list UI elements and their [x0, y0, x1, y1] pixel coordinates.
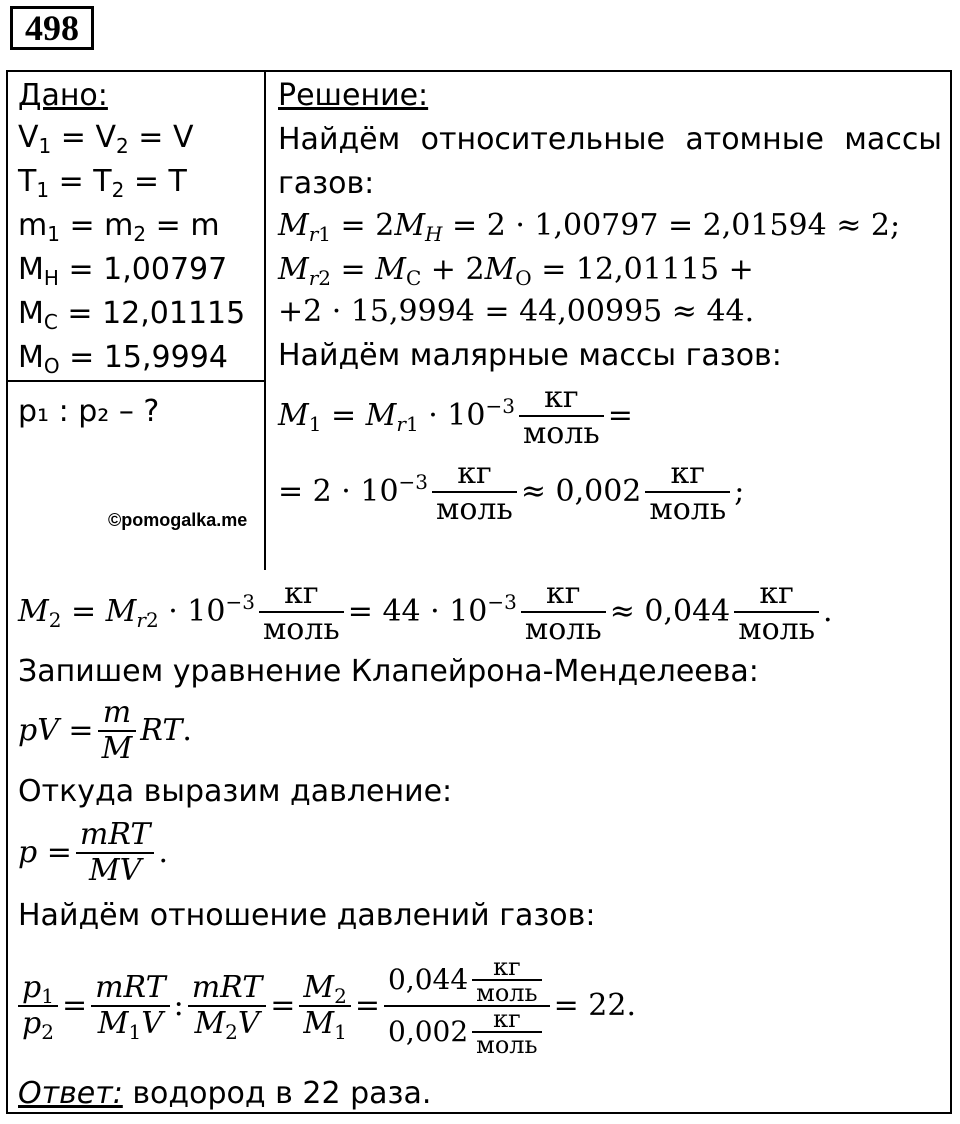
watermark: ©pomogalka.me: [108, 510, 248, 530]
divider-vertical: [264, 70, 266, 570]
find-text: p₁ : p₂ – ?: [18, 394, 160, 429]
formula-m1-b: = $2 \cdot 10^{-3}$ кг моль ≈ 0,002 кг моль ;: [278, 456, 745, 527]
formula-mr2-a: $M_{r2} = M_C + 2M_O = 12,01115$ +: [278, 252, 754, 290]
formula-clapeyron: pV = $\frac{m}{M}$ RT.: [18, 695, 192, 766]
answer-line: [18, 1074, 431, 1114]
given-line: $M_C = 12,01115$: [18, 296, 246, 334]
divider-horizontal: [6, 380, 266, 382]
answer-text: водород в 22 раза.: [122, 1076, 432, 1111]
text-pressure: Откуда выразим давление:: [18, 774, 453, 809]
given-line: $M_H = 1,00797$: [18, 252, 228, 290]
intro-molar-masses: Найдём малярные массы газов:: [278, 338, 782, 373]
given-line: $M_O = 15,9994$: [18, 340, 228, 378]
formula-m2: $M_2 = M_{r2} \cdot 10^{-3}$ кг моль = $44 \cdot 10^{-3}$ кг моль ≈ 0,044 кг моль .: [18, 576, 833, 647]
text-clapeyron: Запишем уравнение Клапейрона-Менделеева:: [18, 654, 759, 689]
formula-mr1: $M_{r1} = 2M_H = 2 \cdot 1,00797 = 2,01594 \approx 2$;: [278, 208, 901, 246]
text-ratio: Найдём отношение давлений газов:: [18, 898, 596, 933]
answer-label: Ответ:: [18, 1076, 123, 1111]
formula-m1-a: $M_1 = M_{r1} \cdot 10^{-3}$ кг моль =: [278, 380, 633, 451]
problem-number: 498: [10, 6, 94, 50]
given-header: Дано:: [18, 78, 108, 113]
given-line: $T_1 = T_2 = T$: [18, 164, 187, 202]
given-line: $m_1 = m_2 = m$: [18, 208, 220, 246]
formula-pressure: p = mRT MV .: [18, 817, 168, 888]
intro-relative-masses: Найдём относительные атомные массы газов:: [278, 122, 942, 201]
solution-header: Решение:: [278, 78, 429, 113]
given-line: $V_1 = V_2 = V$: [18, 120, 194, 158]
formula-ratio: $\frac{p_1}{p_2}$ = mRT $M_1V$ : mRT $M_2V$ = $\frac{M_2}{M_1}$ = 0,044 кг моль 0,002 кг моль = 22.: [18, 944, 636, 1068]
formula-mr2-b: +2 · 15,9994 = 44,00995 ≈ 44.: [278, 294, 755, 329]
